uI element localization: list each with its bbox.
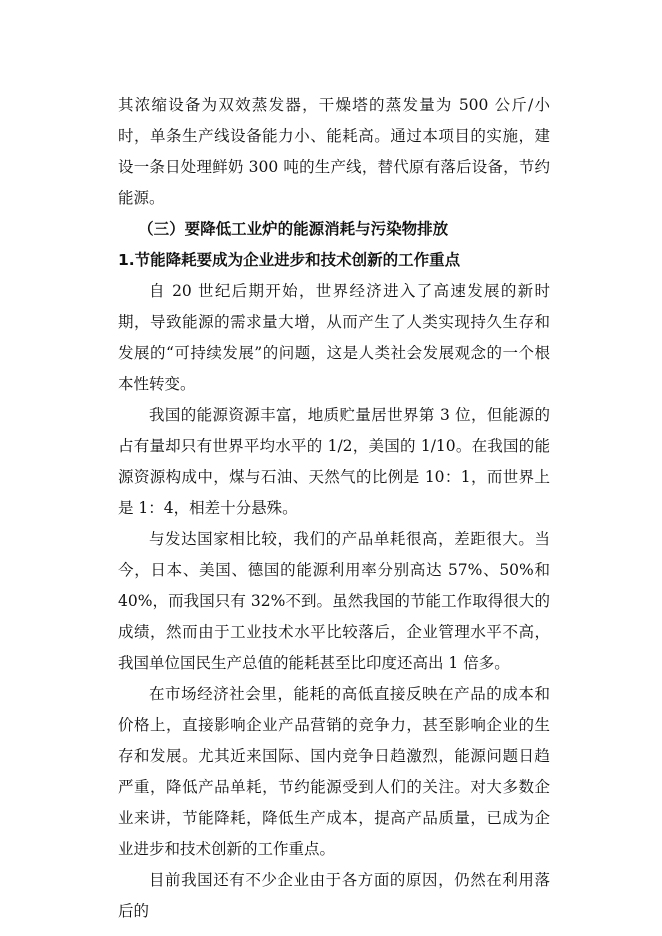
paragraph: 在市场经济社会里，能耗的高低直接反映在产品的成本和价格上，直接影响企业产品营销的竞争力，甚至影响企业的生存和发展。尤其近来国际、国内竞争日趋激烈，能源问题日趋严重，降低产品单耗，节约能源受到人们的关注。对大多数企业来讲，节能降耗，降低生产成本，提高产品质量，已成为企业进步和技术创新的工作重点。 [118,685,550,858]
paragraph-continuation: 其浓缩设备为双效蒸发器，干燥塔的蒸发量为 500 公斤/小时，单条生产线设备能力小、能耗高。通过本项目的实施，建设一条日处理鲜奶 300 吨的生产线，替代原有落后设备，节约能源。 [118,96,550,207]
paragraph: 目前我国还有不少企业由于各方面的原因，仍然在利用落后的 [118,871,550,920]
paragraph: 我国的能源资源丰富，地质贮量居世界第 3 位，但能源的占有量却只有世界平均水平的 1/2，美国的 1/10。在我国的能源资源构成中，煤与石油、天然气的比例是 10：1，而世界上是 1：4，相差十分悬殊。 [118,406,550,517]
paragraph: 与发达国家相比较，我们的产品单耗很高，差距很大。当今，日本、美国、德国的能源利用率分别高达 57%、50%和 40%，而我国只有 32%不到。虽然我国的节能工作取得很大的成绩，然而由于工业技术水平比较落后，企业管理水平不高，我国单位国民生产总值的能耗甚至比印度还高出 1 倍多。 [118,530,550,672]
subsection-heading: 1.节能降耗要成为企业进步和技术创新的工作重点 [118,251,461,269]
section-heading: （三）要降低工业炉的能源消耗与污染物排放 [138,220,449,238]
document-body [118,90,550,927]
paragraph: 自 20 世纪后期开始，世界经济进入了高速发展的新时期，导致能源的需求量大增，从而产生了人类实现持久生存和发展的“可持续发展”的问题，这是人类社会发展观念的一个根本性转变。 [118,282,550,393]
